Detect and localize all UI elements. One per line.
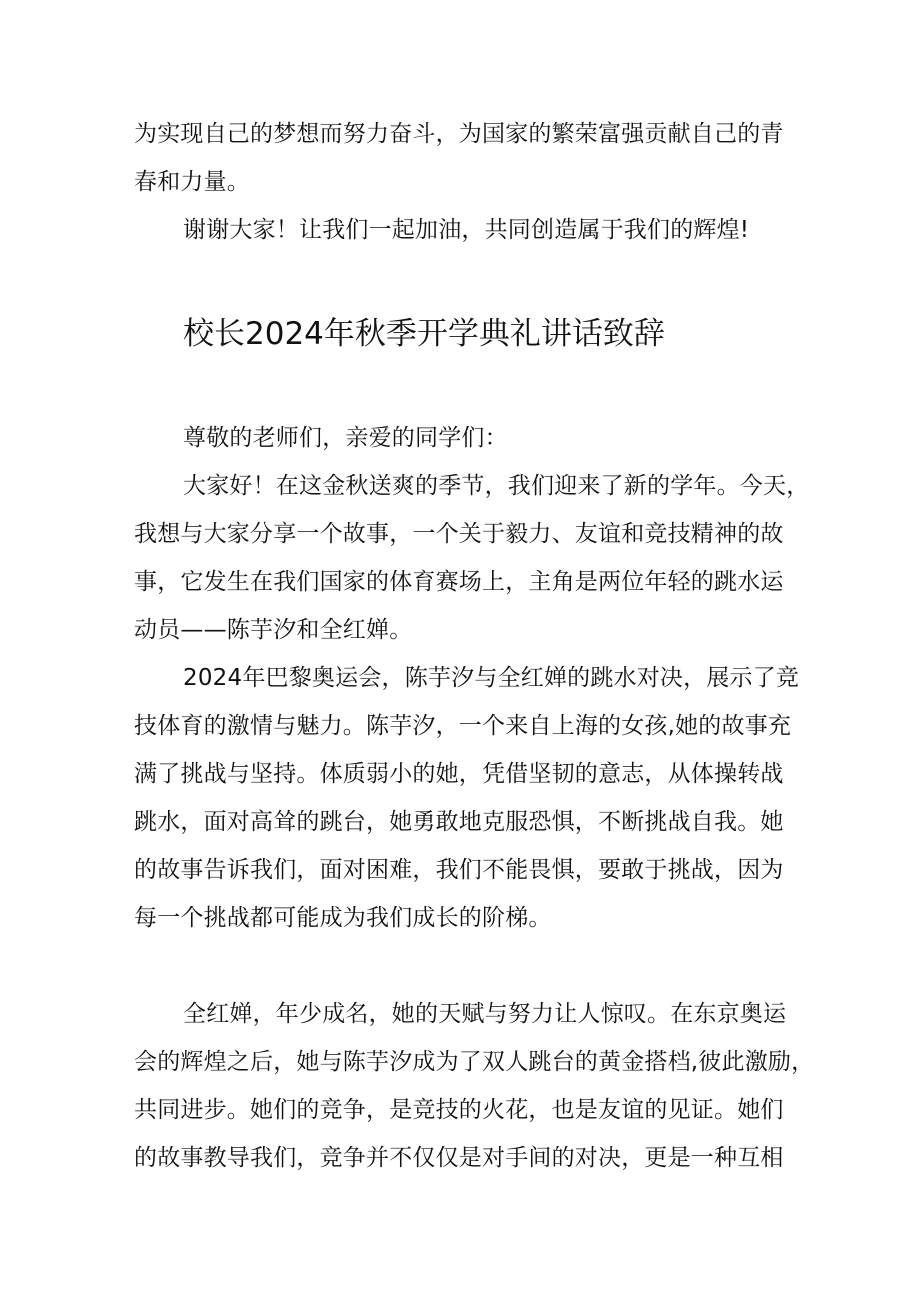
paragraph-line: 全红婵，年少成名，她的天赋与努力让人惊叹。在东京奥运 xyxy=(183,1001,787,1027)
document-title: 校长2024年秋季开学典礼讲话致辞 xyxy=(183,316,665,352)
paragraph-line: 动员——陈芋汐和全红婵。 xyxy=(134,617,413,643)
paragraph-line: 会的辉煌之后，她与陈芋汐成为了双人跳台的黄金搭档,彼此激励， xyxy=(134,1049,815,1075)
paragraph-line: 我想与大家分享一个故事，一个关于毅力、友谊和竞技精神的故 xyxy=(134,521,784,547)
paragraph-line: 技体育的激情与魅力。陈芋汐，一个来自上海的女孩,她的故事充 xyxy=(134,713,792,739)
paragraph-line: 跳水，面对高耸的跳台，她勇敢地克服恐惧，不断挑战自我。她 xyxy=(134,809,784,835)
paragraph-line: 满了挑战与坚持。体质弱小的她，凭借坚韧的意志，从体操转战 xyxy=(134,761,784,787)
paragraph-line: 共同进步。她们的竞争，是竞技的火花，也是友谊的见证。她们 xyxy=(134,1097,784,1123)
paragraph-line: 的故事告诉我们，面对困难，我们不能畏惧，要敢于挑战，因为 xyxy=(134,857,784,883)
salutation: 尊敬的老师们，亲爱的同学们： xyxy=(183,425,508,451)
paragraph-line: 事，它发生在我们国家的体育赛场上，主角是两位年轻的跳水运 xyxy=(134,569,784,595)
body-text-line: 为实现自己的梦想而努力奋斗，为国家的繁荣富强贡献自己的青 xyxy=(134,121,784,147)
closing-line: 谢谢大家！让我们一起加油，共同创造属于我们的辉煌! xyxy=(183,217,750,243)
paragraph-line: 的故事教导我们，竞争并不仅仅是对手间的对决，更是一种互相 xyxy=(134,1145,784,1171)
paragraph-line: 大家好！在这金秋送爽的季节，我们迎来了新的学年。今天， xyxy=(183,473,810,499)
body-text-line: 春和力量。 xyxy=(134,169,250,195)
paragraph-line: 2024年巴黎奥运会，陈芋汐与全红婵的跳水对决，展示了竞 xyxy=(183,665,800,691)
paragraph-line: 每一个挑战都可能成为我们成长的阶梯。 xyxy=(134,905,552,931)
